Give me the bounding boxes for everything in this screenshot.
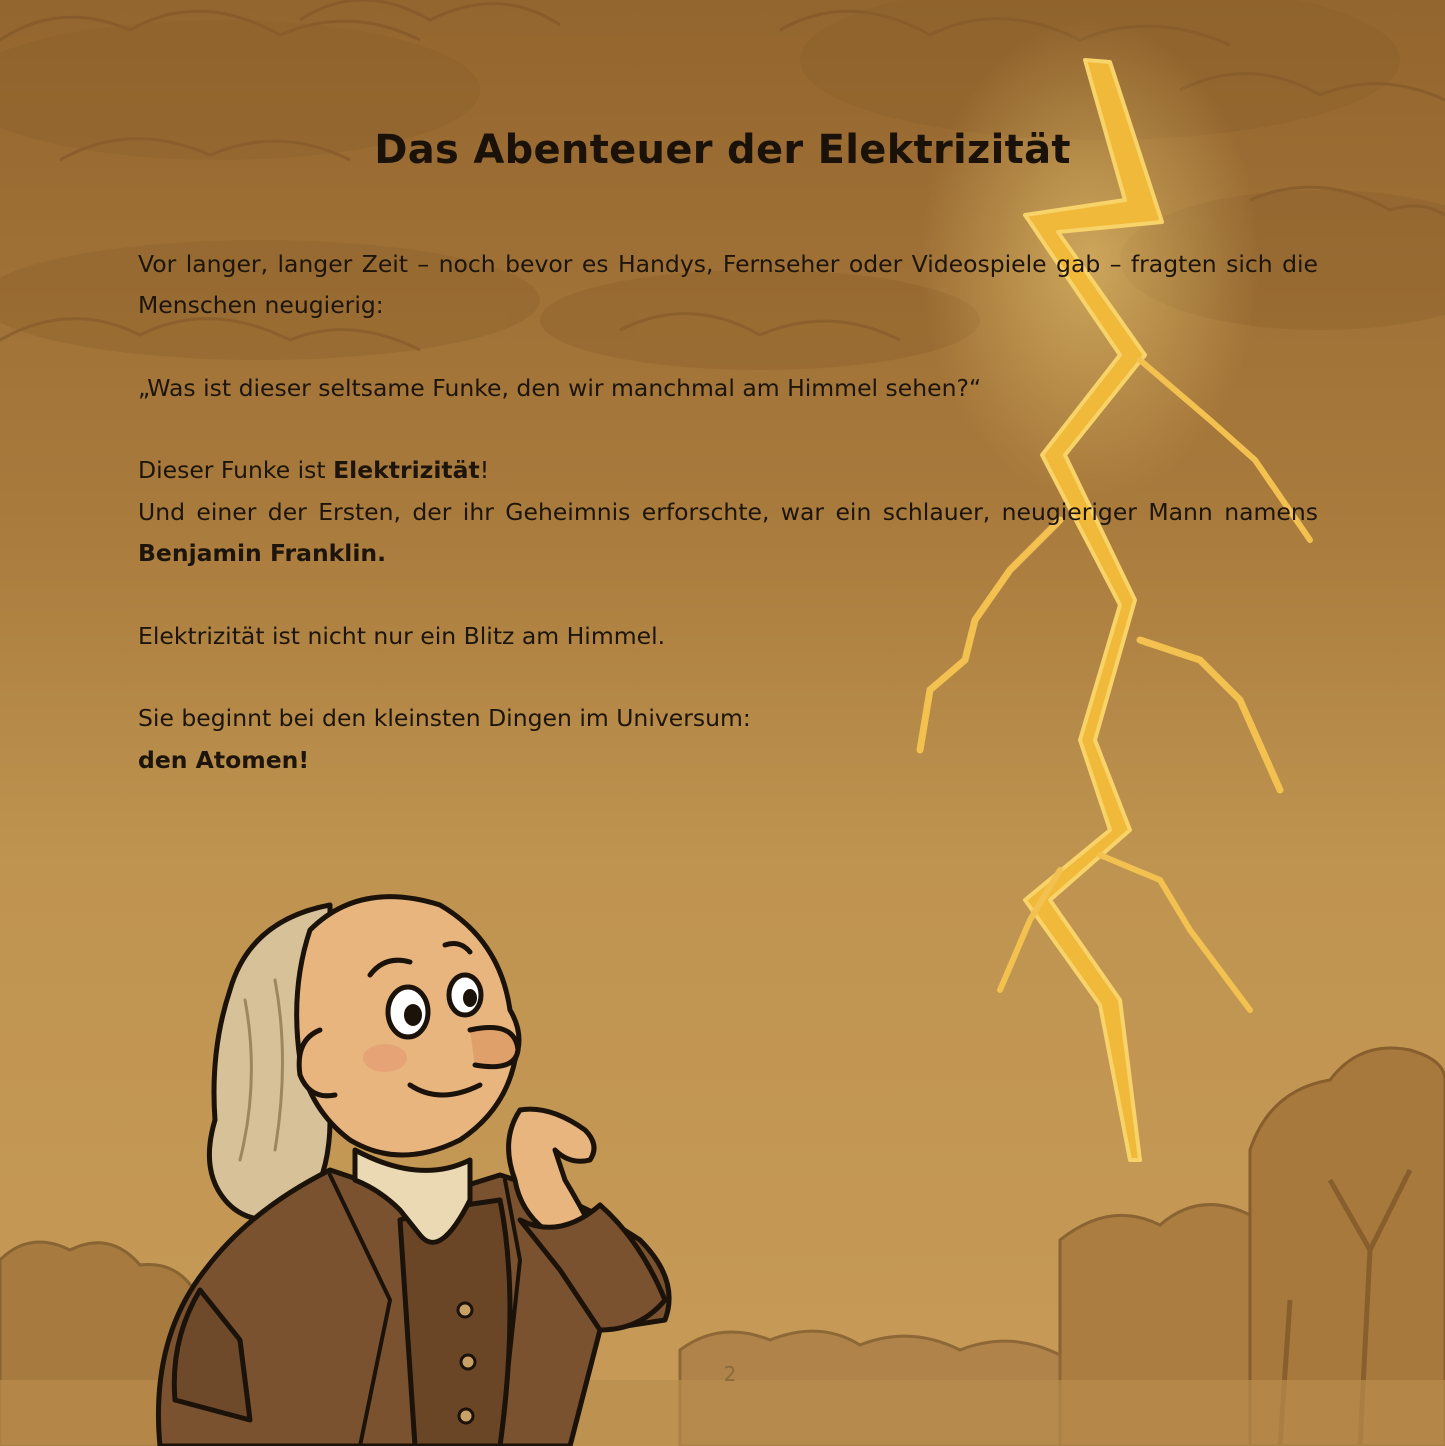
electricity-bold-text: Elektrizität <box>333 456 480 485</box>
electricity-intro-text: Dieser Funke ist <box>138 456 334 485</box>
paragraph-electricity <box>138 450 1318 574</box>
benjamin-franklin-figure <box>158 897 669 1446</box>
page-title: Das Abenteuer der Elektrizität <box>374 126 1071 173</box>
atoms-bold-text: den Atomen! <box>138 745 310 774</box>
paragraph-quote: „Was ist dieser seltsame Funke, den wir manchmal am Himmel sehen?“ <box>138 373 982 402</box>
story-text <box>138 244 1318 822</box>
exclamation-text: ! <box>479 456 490 485</box>
paragraph-atoms <box>138 698 1318 781</box>
paragraph-not-only-lightning: Elektrizität ist nicht nur ein Blitz am Himmel. <box>138 621 666 650</box>
franklin-intro-text: Und einer der Ersten, der ihr Geheimnis erforschte, war ein schlauer, neugieriger Mann namens <box>138 497 1318 526</box>
page-number: 2 <box>723 1362 737 1386</box>
franklin-name-text: Benjamin Franklin. <box>138 539 387 568</box>
atoms-intro-text: Sie beginnt bei den kleinsten Dingen im Universum: <box>138 704 751 733</box>
paragraph-intro: Vor langer, langer Zeit – noch bevor es Handys, Fernseher oder Videospiele gab – fragten sich die Menschen neugierig: <box>138 250 1318 320</box>
